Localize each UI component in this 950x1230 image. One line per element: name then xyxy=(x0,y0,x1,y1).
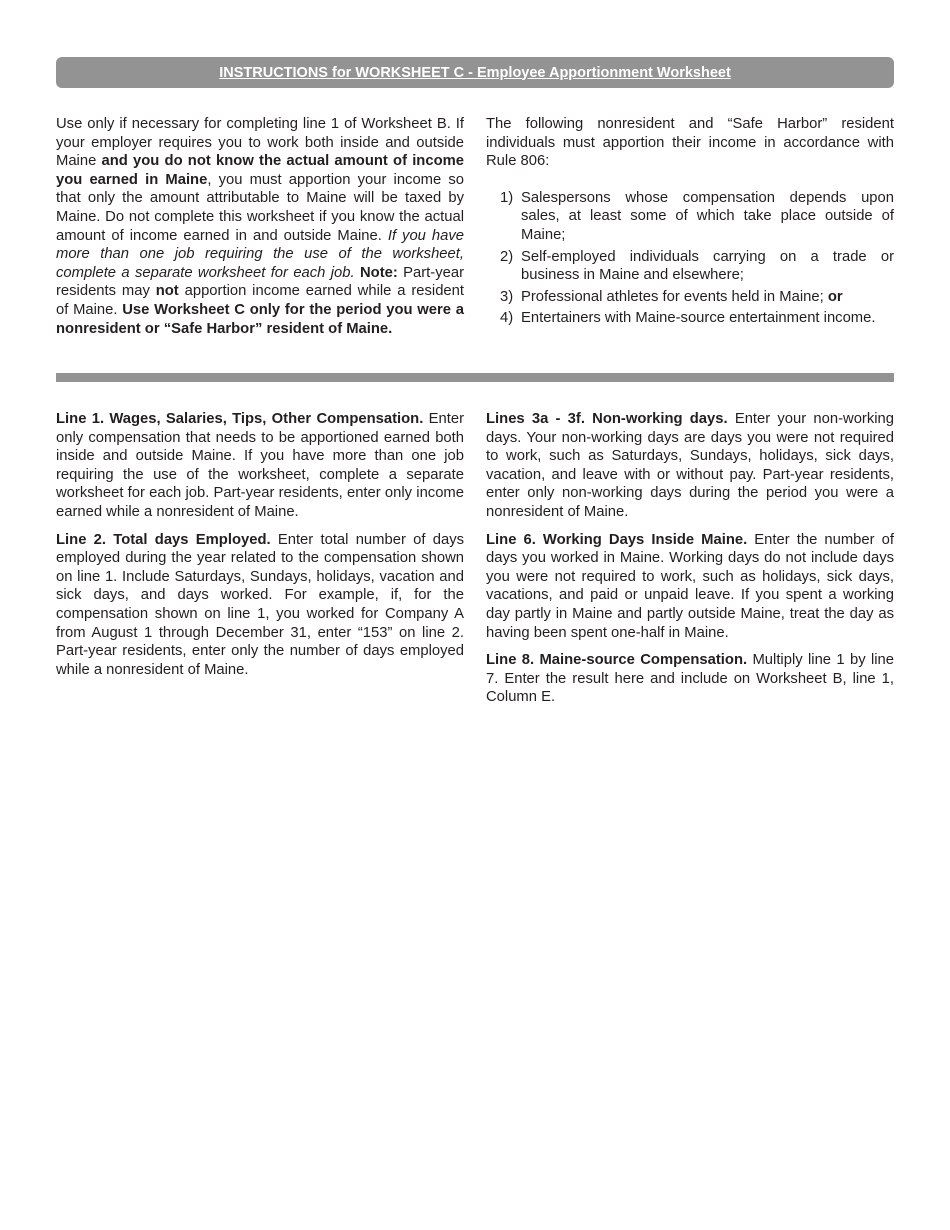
header-bar xyxy=(56,57,894,88)
list-item xyxy=(486,288,894,307)
line-6-instruction xyxy=(486,531,894,643)
list-number: 3) xyxy=(500,288,514,305)
apportion-list xyxy=(486,189,894,328)
line-2-instruction xyxy=(56,531,464,680)
intro-right-column xyxy=(486,115,894,331)
line-text: Enter the number of days you worked in Maine. Working days do not include days you were not required to work, such as holidays, sick days, vacations, and paid or unpaid leave. If you spent a working day partly in Maine and partly outside Maine, treat the day as having been spent one-half in Maine. xyxy=(486,531,894,641)
list-text: Professional athletes for events held in Maine; xyxy=(521,288,828,305)
intro-left-column xyxy=(56,115,464,347)
page-title: INSTRUCTIONS for WORKSHEET C - Employee Apportionment Worksheet xyxy=(219,64,731,81)
line-text: Enter total number of days employed during the year related to the compensation shown on line 1. Include Saturdays, Sundays, holidays, vacation and sick days, and days worked. For example, if, for the compensation shown on line 1, you worked for Company A from August 1 through December 31, enter “153” on line 2. Part-year residents, enter only the number of days employed while a nonresident of Maine. xyxy=(56,531,464,678)
list-bold-text: or xyxy=(827,288,843,305)
list-text: Salespersons whose compensation depends upon sales, at least some of which take place outside of Maine; xyxy=(521,189,894,243)
intro-italic-text: If you have more than one job requiring the use of the worksheet, complete a separate worksheet for each job. xyxy=(56,227,464,281)
section-divider xyxy=(56,373,894,382)
line-1-instruction xyxy=(56,410,464,522)
intro-text: apportion income earned while a resident of Maine. xyxy=(56,283,465,318)
intro-text: Use only if necessary for completing line 1 of Worksheet B. If your employer requires you to work both inside and outside Maine xyxy=(56,116,464,170)
line-heading: Lines 3a - 3f. Non-working days. xyxy=(486,411,728,427)
line-text: Enter only compensation that needs to be apportioned earned both inside and outside Maine. If you have more than one job requiring the use of the worksheet, complete a separate worksheet for each job. Part-year residents, enter only income earned while a nonresident of Maine. xyxy=(56,411,465,520)
list-item xyxy=(486,189,894,245)
line-heading: Line 2. Total days Employed. xyxy=(56,531,271,548)
line-8-instruction xyxy=(486,651,894,707)
list-number: 1) xyxy=(500,189,514,206)
intro-text: , you must apportion your income so that only the amount attributable to Maine will be taxed by Maine. Do not complete this worksheet if you know the actual amount of income earned in and outside Maine. xyxy=(56,171,464,244)
list-text: Entertainers with Maine-source entertainment income. xyxy=(521,310,876,327)
list-item xyxy=(486,309,894,328)
list-number: 4) xyxy=(500,310,514,327)
line-heading: Line 1. Wages, Salaries, Tips, Other Compensation. xyxy=(56,411,424,427)
line-instructions-left xyxy=(56,410,464,688)
intro-bold-text: not xyxy=(155,283,179,300)
line-heading: Line 6. Working Days Inside Maine. xyxy=(486,531,748,548)
line-text: Enter your non-working days. Your non-working days are days you were not required to work, such as Saturdays, Sundays, holidays, sick days, vacation, and leave with or without pay. Part-year residents, enter only non-working days during the period you were a nonresident of Maine. xyxy=(486,411,894,520)
line-3-instruction xyxy=(486,410,894,522)
intro-bold-text: Use Worksheet C only for the period you were a nonresident or “Safe Harbor” resident of Maine. xyxy=(56,301,464,337)
intro-text: Part-year residents may xyxy=(56,264,464,300)
line-instructions-right xyxy=(486,410,894,716)
list-text: Self-employed individuals carrying on a trade or business in Maine and elsewhere; xyxy=(521,248,894,284)
list-number: 2) xyxy=(500,248,514,265)
line-heading: Line 8. Maine-source Compensation. xyxy=(486,652,748,669)
note-label: Note: xyxy=(359,264,398,281)
list-item xyxy=(486,248,894,285)
intro-lead: The following nonresident and “Safe Harbor” resident individuals must apportion their income in accordance with Rule 806: xyxy=(486,116,894,170)
intro-bold-text: and you do not know the actual amount of income you earned in Maine xyxy=(56,153,465,188)
line-text: Multiply line 1 by line 7. Enter the result here and include on Worksheet B, line 1, Column E. xyxy=(486,652,894,706)
intro-paragraph xyxy=(56,115,464,338)
